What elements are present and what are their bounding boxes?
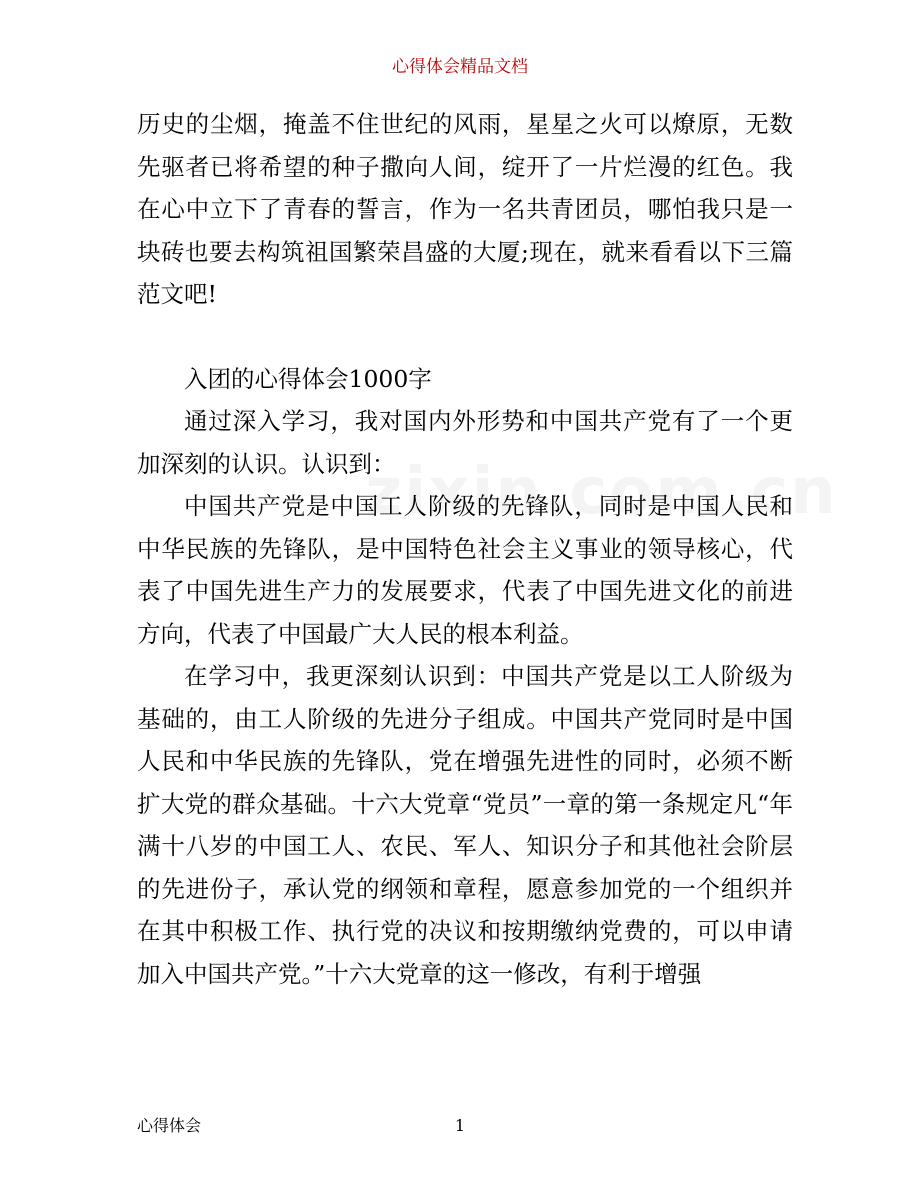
footer-page-number: 1 [454,1116,466,1135]
body-paragraph-3: 在学习中，我更深刻认识到：中国共产党是以工人阶级为基础的，由工人阶级的先进分子组成。中国共产党同时是中国人民和中华民族的先锋队，党在增强先进性的同时，必须不断扩大党的群众基础。十六大党章“党员”一章的第一条规定凡“年满十八岁的中国工人、农民、军人、知识分子和其他社会阶层的先进份子，承认党的纲领和章程，愿意参加党的一个组织并在其中积极工作、执行党的决议和按期缴纳党费的，可以申请加入中国共产党。”十六大党章的这一修改，有利于增强 [137,662,793,988]
page-header-title: 心得体会精品文档 [392,57,528,77]
section-title: 入团的心得体会1000字 [184,364,432,393]
document-body [137,103,793,995]
paragraph-gap [137,316,793,358]
body-paragraph-2: 中国共产党是中国工人阶级的先锋队，同时是中国人民和中华民族的先锋队，是中国特色社会主义事业的领导核心，代表了中国先进生产力的发展要求，代表了中国先进文化的前进方向，代表了中国最广大人民的根本利益。 [137,492,793,648]
intro-paragraph: 历史的尘烟，掩盖不住世纪的风雨，星星之火可以燎原，无数先驱者已将希望的种子撒向人间，绽开了一片烂漫的红色。我在心中立下了青春的誓言，作为一名共青团员，哪怕我只是一块砖也要去构筑祖国繁荣昌盛的大厦;现在，就来看看以下三篇范文吧! [137,110,793,308]
footer-label: 心得体会 [137,1116,202,1135]
body-paragraph-1: 通过深入学习，我对国内外形势和中国共产党有了一个更加深刻的认识。认识到： [137,407,793,478]
